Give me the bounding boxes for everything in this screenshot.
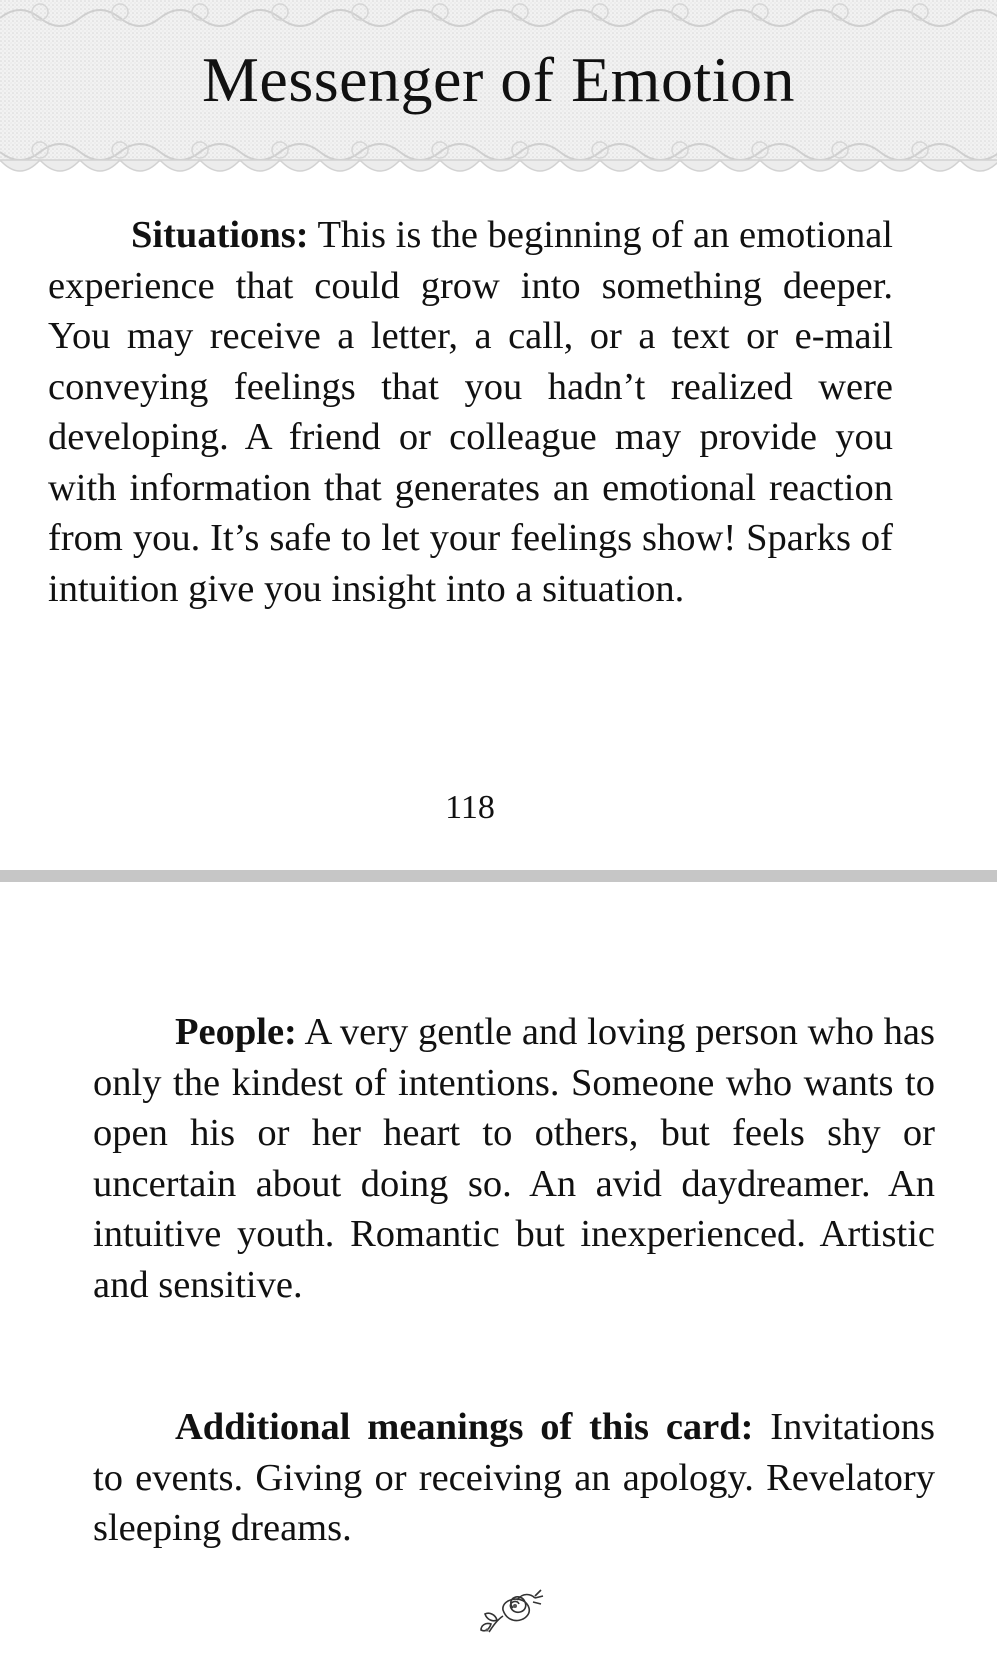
- page-number: 118: [445, 789, 495, 826]
- people-text: A very gentle and loving person who has only the kindest of intentions. Someone who wants to open his or her heart to others, but feels shy or uncertain about doing so. An avid daydreamer. An intuitive youth. Romantic but inexperienced. Artistic and sensitive.: [93, 1011, 935, 1306]
- situations-text: This is the beginning of an emotional experience that could grow into something deeper. You may receive a letter, a call, or a text or e-mail conveying feelings that you hadn’t realized were developing. A friend or colleague may provide you with information that generates an emotional reaction from you. It’s safe to let your feelings show! Sparks of intuition give you insight into a situation.: [48, 214, 893, 610]
- situations-paragraph: [48, 210, 893, 614]
- rose-icon: [477, 1586, 549, 1638]
- people-paragraph: [93, 1007, 935, 1310]
- additional-meanings-paragraph: [93, 1402, 935, 1554]
- people-label: People:: [175, 1011, 297, 1053]
- additional-meanings-label: Additional meanings of this card:: [175, 1406, 754, 1448]
- card-title: Messenger of Emotion: [202, 44, 795, 115]
- additional-meanings-text: Invitations to events. Giving or receiving an apology. Revelatory sleeping dreams.: [93, 1406, 935, 1549]
- situations-label: Situations:: [131, 214, 309, 256]
- page-divider: [0, 870, 997, 882]
